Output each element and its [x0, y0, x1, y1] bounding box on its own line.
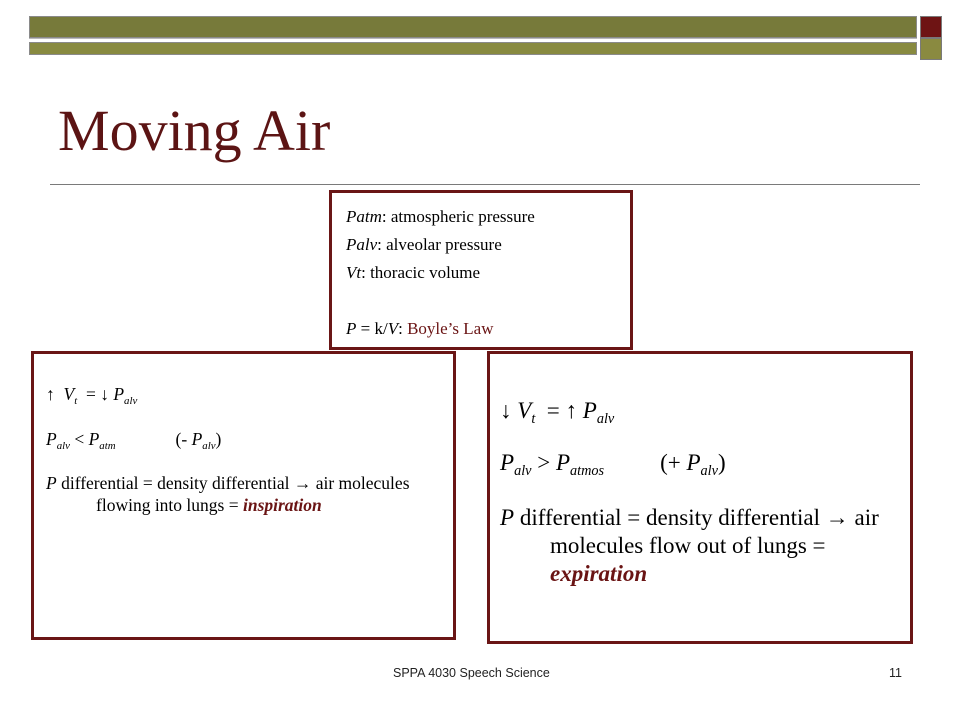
var-p: P [46, 472, 57, 493]
boyles-law [346, 315, 616, 343]
top-decorative-bar-lower [29, 42, 917, 55]
inspiration-explanation [46, 472, 439, 516]
neg-open: (- [175, 428, 188, 449]
arrow-up-icon: ↑ [46, 384, 55, 404]
term-palv: Palv [346, 235, 378, 254]
expiration-word: expiration [550, 560, 648, 586]
var-p: P [191, 428, 203, 449]
sub-alv: alv [56, 439, 70, 452]
law-eq: = k/ [356, 319, 388, 338]
sub-alv: alv [596, 410, 615, 427]
corner-square-olive [920, 38, 942, 60]
footer-course: SPPA 4030 Speech Science [393, 666, 550, 680]
arrow-down-icon: ↓ [100, 384, 109, 404]
inspiration-pressure-line [46, 429, 439, 452]
term-patm: Patm [346, 207, 382, 226]
expiration-box [487, 351, 913, 644]
arrow-down-icon: ↓ [500, 398, 512, 423]
def-patm: : atmospheric pressure [381, 207, 535, 226]
inspiration-box [31, 351, 456, 640]
sub-atm: atm [99, 439, 116, 452]
sub-t: t [74, 394, 78, 407]
differential-text: differential = density differential [61, 472, 290, 493]
less-than: < [74, 428, 85, 449]
definitions-box [329, 190, 633, 350]
sub-atmos: atmos [570, 462, 605, 479]
var-p: P [582, 398, 597, 423]
equals: = [85, 384, 96, 404]
sub-alv: alv [202, 439, 216, 452]
var-p: P [500, 504, 515, 530]
slide-title: Moving Air [58, 98, 331, 163]
sub-alv: alv [124, 394, 138, 407]
differential-text: differential = density differential [519, 504, 820, 530]
expiration-explanation [500, 504, 896, 588]
top-decorative-bar [29, 16, 917, 38]
right-arrow-icon: → [293, 472, 312, 493]
result-text: air molecules flow out of lungs = [550, 504, 879, 558]
close-paren: ) [215, 428, 222, 449]
sub-alv: alv [514, 462, 532, 479]
close-paren: ) [717, 449, 726, 475]
corner-square-maroon [920, 16, 942, 38]
footer-page-number: 11 [889, 666, 902, 680]
term-vt: Vt [346, 263, 362, 282]
greater-than: > [537, 449, 551, 475]
var-p: P [686, 449, 701, 475]
title-underline [50, 184, 920, 185]
def-palv: : alveolar pressure [377, 235, 502, 254]
law-v: V [387, 319, 399, 338]
expiration-pressure-line [500, 450, 896, 480]
inspiration-word: inspiration [242, 494, 322, 515]
spacer [346, 287, 616, 315]
definition-vt [346, 259, 616, 287]
var-p: P [555, 449, 571, 475]
result-text: air molecules flowing into lungs = [96, 472, 410, 515]
sub-alv: alv [700, 462, 718, 479]
var-p: P [46, 428, 57, 449]
expiration-volume-line [500, 398, 896, 428]
var-p: P [88, 428, 100, 449]
definition-patm [346, 203, 616, 231]
var-p: P [500, 449, 515, 475]
var-v: V [517, 398, 532, 423]
sub-t: t [531, 410, 536, 427]
right-arrow-icon: → [825, 504, 849, 530]
law-colon: : [398, 319, 408, 338]
inspiration-volume-line [46, 384, 439, 407]
definition-palv [346, 231, 616, 259]
arrow-up-icon: ↑ [565, 398, 578, 423]
def-vt: : thoracic volume [361, 263, 481, 282]
pos-open: (+ [660, 449, 681, 475]
var-v: V [63, 384, 75, 404]
var-p: P [113, 384, 125, 404]
law-name: Boyle’s Law [407, 319, 494, 338]
law-p: P [346, 319, 357, 338]
equals: = [546, 398, 560, 423]
